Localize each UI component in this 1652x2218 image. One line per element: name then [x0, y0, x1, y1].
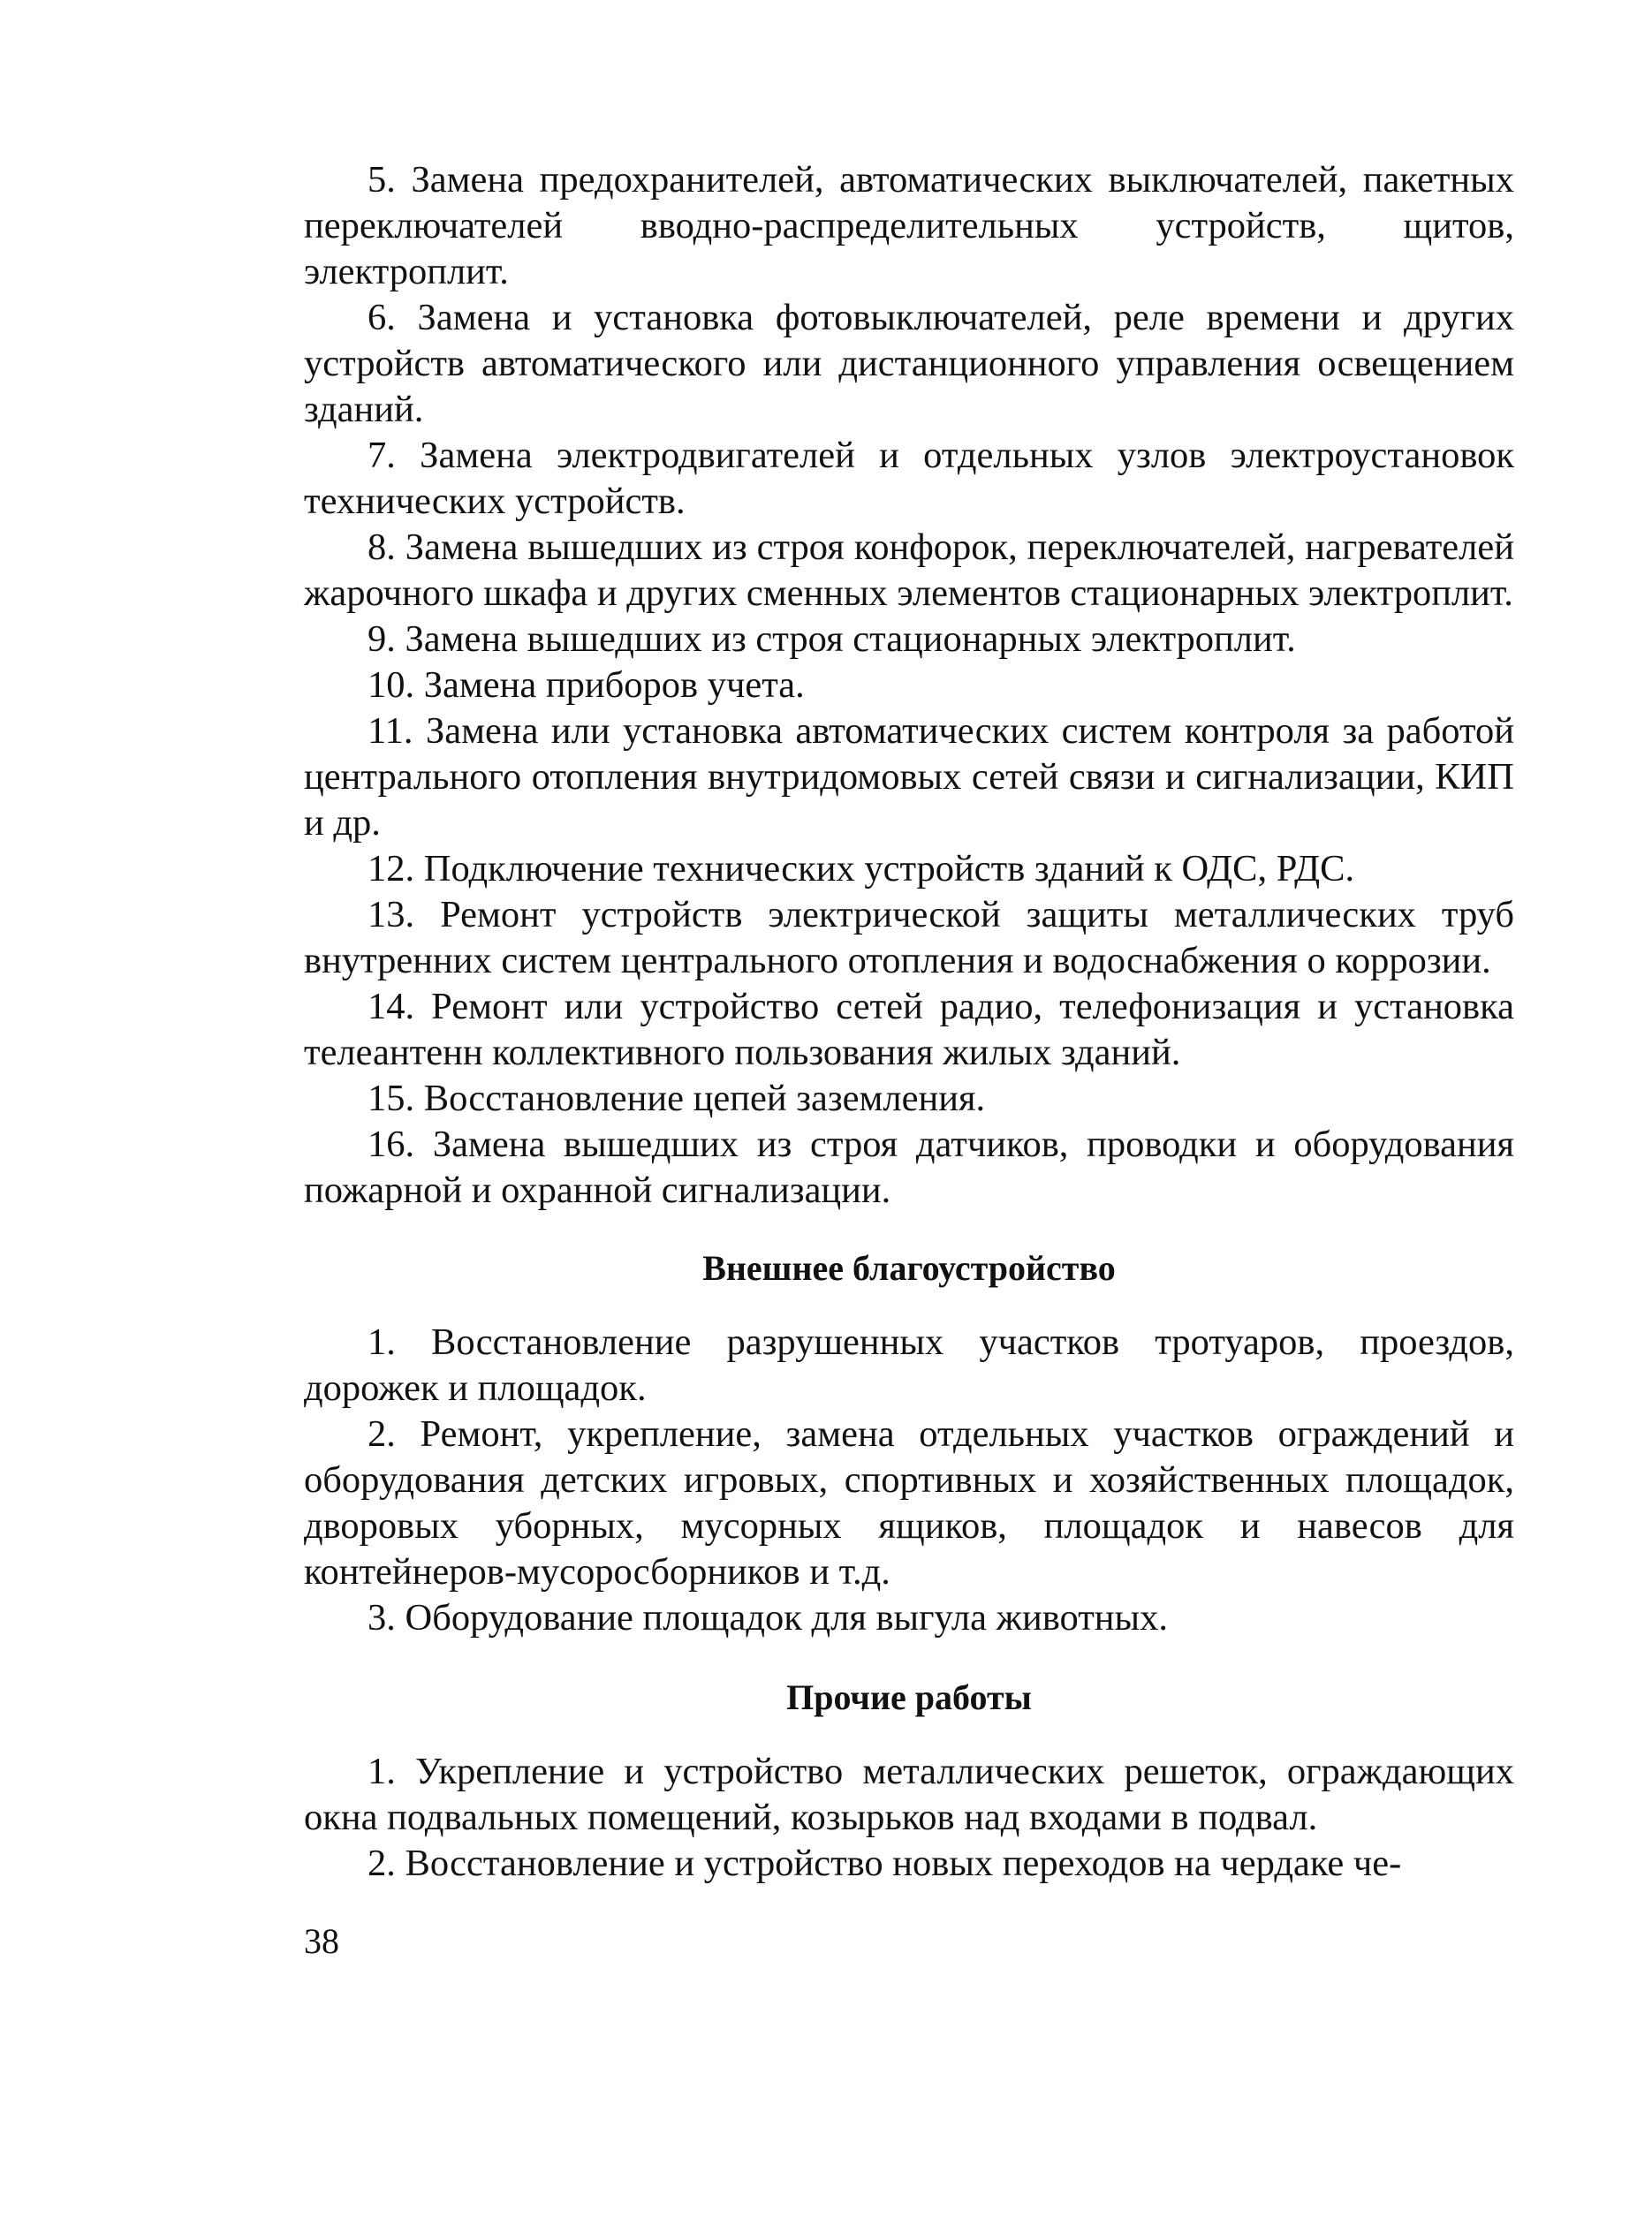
list-item: 11. Замена или установка автоматических систем контроля за работой центрального отопления внутридомовых сетей связи и сигнализации, КИП и др. — [304, 710, 1514, 844]
list-item: 16. Замена вышедших из строя датчиков, проводки и оборудования пожарной и охранной сигнализации. — [304, 1124, 1514, 1211]
list-item: 15. Восстановление цепей заземления. — [368, 1078, 986, 1119]
list-item: 10. Замена приборов учета. — [368, 664, 805, 706]
list-item: 1. Восстановление разрушенных участков тротуаров, проездов, дорожек и площадок. — [304, 1321, 1514, 1409]
list-item: 2. Ремонт, укрепление, замена отдельных участков ограждений и оборудования детских игровых, спортивных и хозяйственных площадок, дворовых уборных, мусорных ящиков, площадок и навесов для контейнеров-мусоросборников и т.д. — [304, 1413, 1514, 1593]
page-number: 38 — [304, 1921, 339, 1961]
list-item: 7. Замена электродвигателей и отдельных узлов электроустановок технических устройств. — [304, 435, 1514, 522]
section-heading-other: Прочие работы — [786, 1677, 1032, 1717]
list-item: 1. Укрепление и устройство металлических решеток, ограждающих окна подвальных помещений, козырьков над входами в подвал. — [304, 1751, 1514, 1838]
list-item: 5. Замена предохранителей, автоматических выключателей, пакетных переключателей вводно-распределительных устройств, щитов, электроплит. — [304, 159, 1514, 292]
list-item: 9. Замена вышедших из строя стационарных электроплит. — [368, 618, 1296, 660]
list-item: 13. Ремонт устройств электрической защиты металлических труб внутренних систем центрального отопления и водоснабжения о коррозии. — [304, 894, 1514, 981]
list-item: 14. Ремонт или устройство сетей радио, телефонизация и установка телеантенн коллективного пользования жилых зданий. — [304, 986, 1514, 1073]
list-item: 8. Замена вышедших из строя конфорок, переключателей, нагревателей жарочного шкафа и других сменных элементов стационарных электроплит. — [304, 526, 1514, 614]
list-item: 2. Восстановление и устройство новых переходов на чердаке че- — [368, 1843, 1402, 1884]
list-item: 3. Оборудование площадок для выгула животных. — [368, 1597, 1168, 1639]
list-item: 12. Подключение технических устройств зданий к ОДС, РДС. — [368, 848, 1355, 889]
section-heading-exterior: Внешнее благоустройство — [702, 1248, 1116, 1288]
list-item: 6. Замена и установка фотовыключателей, реле времени и других устройств автоматического или дистанционного управления освещением зданий. — [304, 297, 1514, 430]
page-content — [304, 157, 1514, 1887]
